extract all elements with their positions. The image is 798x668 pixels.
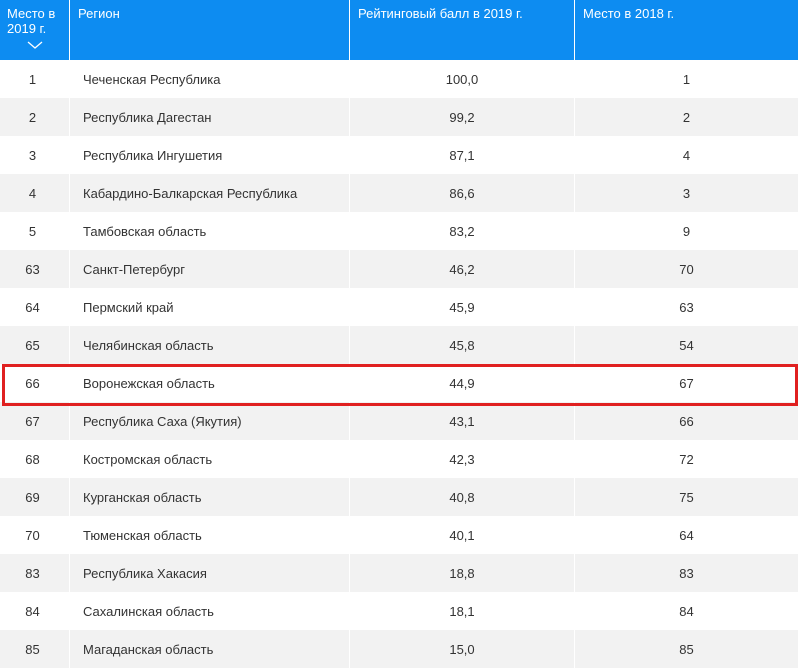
score-cell: 40,1 <box>350 516 575 554</box>
column-header-place-2018-label: Место в 2018 г. <box>583 6 675 21</box>
table-row <box>0 326 798 364</box>
place-cell: 68 <box>0 440 70 478</box>
table-row <box>0 174 798 212</box>
place-2018-cell: 1 <box>682 71 691 87</box>
region-cell: Республика Ингушетия <box>70 136 350 174</box>
score-cell: 40,8 <box>350 478 575 516</box>
place-2018-cell: 54 <box>679 337 694 353</box>
table-row <box>0 212 798 250</box>
place-cell: 63 <box>0 250 70 288</box>
region-cell: Пермский край <box>70 288 350 326</box>
table-row <box>0 250 798 288</box>
region-cell: Республика Саха (Якутия) <box>70 402 350 440</box>
place-cell: 85 <box>0 630 70 668</box>
sort-descending-icon[interactable] <box>27 40 43 50</box>
column-header-place-2019[interactable] <box>0 0 70 60</box>
column-header-region-label: Регион <box>78 6 120 21</box>
place-2018-cell: 75 <box>679 489 694 505</box>
table-body <box>0 60 798 668</box>
table-row <box>0 554 798 592</box>
score-cell: 99,2 <box>350 98 575 136</box>
place-cell: 65 <box>0 326 70 364</box>
place-2018-cell: 4 <box>682 147 691 163</box>
score-cell: 18,1 <box>350 592 575 630</box>
score-cell: 44,9 <box>350 364 575 402</box>
place-cell: 66 <box>0 364 70 402</box>
place-2018-cell: 63 <box>679 299 694 315</box>
table-row <box>0 402 798 440</box>
region-cell: Тамбовская область <box>70 212 350 250</box>
region-cell: Республика Хакасия <box>70 554 350 592</box>
region-cell: Санкт-Петербург <box>70 250 350 288</box>
table-row <box>0 440 798 478</box>
region-cell: Воронежская область <box>70 364 350 402</box>
place-cell: 69 <box>0 478 70 516</box>
place-2018-cell: 2 <box>682 109 691 125</box>
column-header-place-2018[interactable] <box>575 0 798 60</box>
score-cell: 87,1 <box>350 136 575 174</box>
place-2018-cell: 3 <box>682 185 691 201</box>
score-cell: 42,3 <box>350 440 575 478</box>
table-row <box>0 478 798 516</box>
place-2018-cell: 9 <box>682 223 691 239</box>
region-cell: Курганская область <box>70 478 350 516</box>
region-cell: Чеченская Республика <box>70 60 350 98</box>
place-cell: 84 <box>0 592 70 630</box>
region-cell: Магаданская область <box>70 630 350 668</box>
table-row <box>0 136 798 174</box>
place-2018-cell: 84 <box>679 603 694 619</box>
table-row <box>0 592 798 630</box>
place-2018-cell: 67 <box>679 375 694 391</box>
table-row <box>0 288 798 326</box>
region-cell: Тюменская область <box>70 516 350 554</box>
place-cell: 5 <box>0 212 70 250</box>
table-header <box>0 0 798 60</box>
score-cell: 100,0 <box>350 60 575 98</box>
region-cell: Сахалинская область <box>70 592 350 630</box>
table-row <box>0 98 798 136</box>
place-cell: 70 <box>0 516 70 554</box>
place-cell: 2 <box>0 98 70 136</box>
score-cell: 86,6 <box>350 174 575 212</box>
column-header-place-2019-label: Место в 2019 г. <box>7 6 56 36</box>
column-header-region[interactable] <box>70 0 350 60</box>
place-cell: 3 <box>0 136 70 174</box>
region-cell: Костромская область <box>70 440 350 478</box>
score-cell: 46,2 <box>350 250 575 288</box>
score-cell: 43,1 <box>350 402 575 440</box>
place-cell: 83 <box>0 554 70 592</box>
place-cell: 67 <box>0 402 70 440</box>
place-cell: 4 <box>0 174 70 212</box>
score-cell: 45,8 <box>350 326 575 364</box>
region-cell: Кабардино-Балкарская Республика <box>70 174 350 212</box>
place-cell: 1 <box>0 60 70 98</box>
place-2018-cell: 64 <box>679 527 694 543</box>
region-cell: Республика Дагестан <box>70 98 350 136</box>
place-2018-cell: 70 <box>679 261 694 277</box>
column-header-score-2019-label: Рейтинговый балл в 2019 г. <box>358 6 523 21</box>
place-2018-cell: 72 <box>679 451 694 467</box>
table-row <box>0 630 798 668</box>
score-cell: 45,9 <box>350 288 575 326</box>
place-2018-cell: 66 <box>679 413 694 429</box>
place-2018-cell: 85 <box>679 641 694 657</box>
score-cell: 15,0 <box>350 630 575 668</box>
table-row <box>0 60 798 98</box>
place-2018-cell: 83 <box>679 565 694 581</box>
score-cell: 83,2 <box>350 212 575 250</box>
place-cell: 64 <box>0 288 70 326</box>
column-header-score-2019[interactable] <box>350 0 575 60</box>
table-row <box>0 364 798 402</box>
region-cell: Челябинская область <box>70 326 350 364</box>
score-cell: 18,8 <box>350 554 575 592</box>
table-row <box>0 516 798 554</box>
